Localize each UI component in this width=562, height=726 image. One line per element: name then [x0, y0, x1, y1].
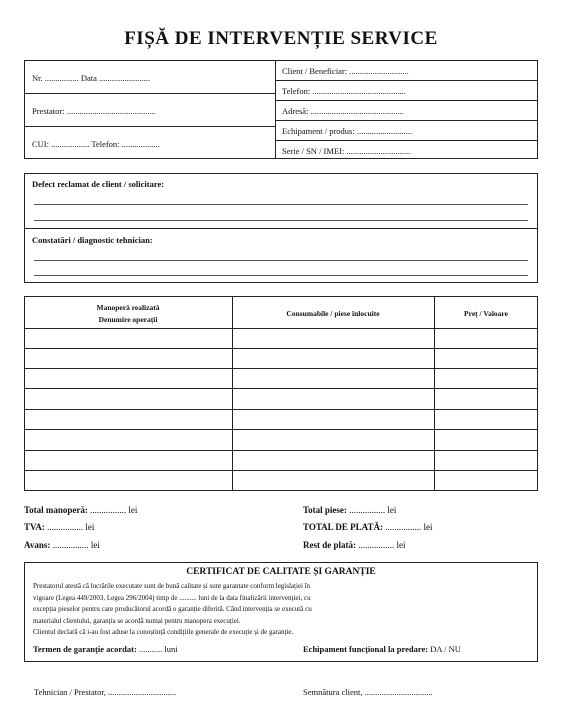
vat: [24, 522, 94, 532]
diagnostic-line[interactable]: [34, 260, 528, 261]
serial-field[interactable]: Serie / SN / IMEI: ..............................: [282, 146, 411, 156]
certificate-line: materialul clientului, garanția se acordă numai pentru manopera execuției.: [33, 616, 241, 625]
total-labour-label: Total manoperă:: [24, 505, 88, 515]
certificate-title: CERTIFICAT DE CALITATE ȘI GARANȚIE: [186, 567, 376, 577]
table-header-parts: Consumabile / piese înlocuite: [286, 309, 380, 318]
total-labour-value[interactable]: ................ lei: [90, 505, 138, 515]
defect-line[interactable]: [34, 220, 528, 221]
certificate-line: Clientul declară că i-au fost aduse la cunoștință condițiile generale de execuție și de garanție.: [33, 628, 294, 636]
defect-line[interactable]: [34, 204, 528, 205]
total-parts-label: Total piese:: [303, 505, 347, 515]
operations-table: [24, 296, 538, 491]
table-header-operations: Manoperă realizată: [96, 303, 160, 312]
client-phone-field[interactable]: Telefon: ............................................: [282, 86, 406, 96]
advance: [24, 540, 100, 550]
defect-label: Defect reclamat de client / solicitare:: [32, 179, 165, 189]
nr-data-field[interactable]: Nr. ................ Data ........................: [32, 73, 151, 83]
total-to-pay: [303, 522, 433, 532]
advance-value[interactable]: ................ lei: [52, 540, 100, 550]
prestator-field[interactable]: Prestator: ..........................................: [32, 106, 156, 116]
remaining-value[interactable]: ................ lei: [358, 540, 406, 550]
functional-label: Echipament funcțional la predare:: [303, 644, 429, 654]
vat-value[interactable]: ................ lei: [47, 522, 95, 532]
client-field[interactable]: Client / Beneficiar: ............................: [282, 66, 409, 76]
vat-label: TVA:: [24, 522, 45, 532]
total-labour: [24, 505, 137, 515]
address-field[interactable]: Adresă: ............................................: [282, 106, 405, 116]
total-parts-value[interactable]: ................ lei: [349, 505, 397, 515]
page-title: FIȘĂ DE INTERVENȚIE SERVICE: [124, 28, 438, 49]
certificate-line: excepția pieselor pentru care producătorul acordă o garanție diferită. Când intervenția se execută cu: [33, 605, 312, 613]
warranty-term-value[interactable]: ........... luni: [138, 644, 178, 654]
remaining: [303, 540, 406, 550]
total-parts: [303, 505, 396, 515]
warranty-term: [33, 644, 178, 654]
cui-telefon-field[interactable]: CUI: .................. Telefon: ..................: [32, 139, 160, 149]
client-signature[interactable]: Semnătura client, ................................: [303, 687, 433, 697]
table-header-operations-sub: Denumire operații: [98, 315, 158, 324]
total-to-pay-label: TOTAL DE PLATĂ:: [303, 522, 384, 532]
functional-at-delivery: [303, 644, 461, 654]
certificate-text: [33, 581, 533, 639]
remaining-label: Rest de plată:: [303, 540, 356, 550]
diagnostic-label: Constatări / diagnostic tehnician:: [32, 235, 153, 245]
advance-label: Avans:: [24, 540, 51, 550]
table-header-price: Preț / Valoare: [464, 309, 508, 318]
certificate-line: Prestatorul atestă că lucrările executate sunt de bună calitate și sunt garantate conform legislației în: [33, 582, 311, 590]
certificate-line: vigoare (Legea 449/2003, Legea 296/2004) timp de .......... luni de la data finalizării intervenției, cu: [33, 593, 311, 602]
technician-signature[interactable]: Tehnician / Prestator, ................................: [34, 687, 177, 697]
warranty-term-label: Termen de garanție acordat:: [33, 644, 137, 654]
functional-value[interactable]: DA / NU: [430, 644, 461, 654]
equipment-field[interactable]: Echipament / produs: ..........................: [282, 126, 413, 136]
diagnostic-line[interactable]: [34, 275, 528, 276]
total-to-pay-value[interactable]: ................ lei: [385, 522, 433, 532]
